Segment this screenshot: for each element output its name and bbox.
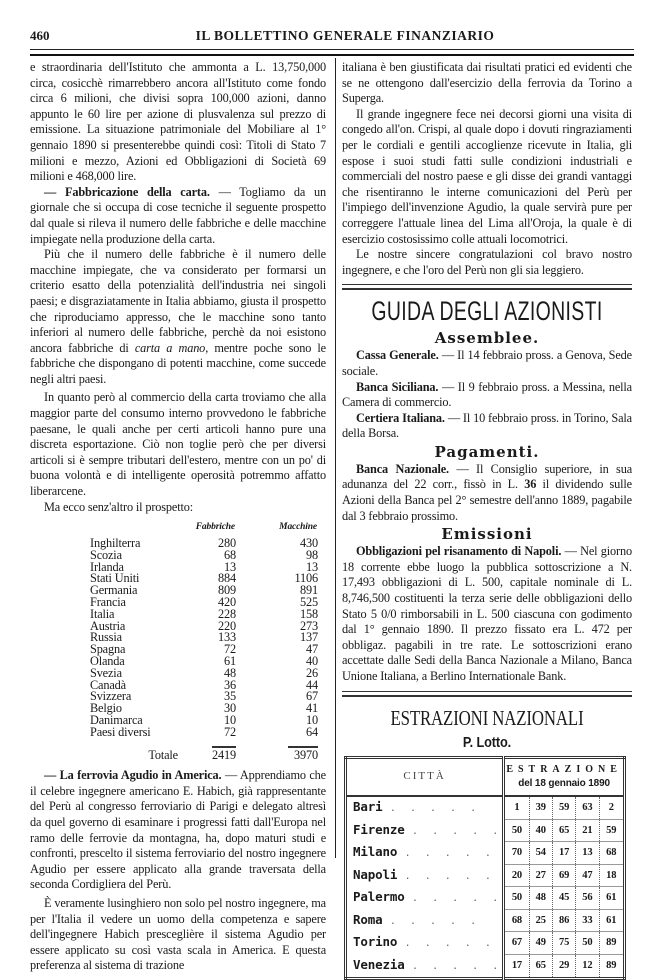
table-row xyxy=(90,691,318,703)
lotto-number: 17 xyxy=(504,954,529,978)
assemblea-item xyxy=(342,380,632,411)
lotto-row xyxy=(346,887,625,910)
lotto-number: 50 xyxy=(504,819,529,842)
fabbriche-cell: 36 xyxy=(224,677,236,692)
company-name: Banca Siciliana. xyxy=(356,379,439,394)
lotto-number: 29 xyxy=(552,954,575,978)
col-header-macchine: Macchine xyxy=(279,522,317,533)
lotto-number: 1 xyxy=(504,796,529,820)
lotto-number: 27 xyxy=(529,864,552,887)
lotto-number: 40 xyxy=(529,819,552,842)
fabbriche-cell: 809 xyxy=(218,583,236,598)
assemblea-item xyxy=(342,348,632,379)
lotto-number: 56 xyxy=(576,887,599,910)
city-cell xyxy=(346,819,504,842)
page-number: 460 xyxy=(30,28,50,43)
macchine-cell: 47 xyxy=(306,642,318,657)
lotto-subheading: P. Lotto. xyxy=(462,733,512,751)
lotto-number: 49 xyxy=(529,932,552,955)
leader-dots: . . . . . xyxy=(404,938,495,950)
macchine-cell: 137 xyxy=(300,630,318,645)
lotto-number: 13 xyxy=(576,842,599,865)
macchine-cell: 67 xyxy=(306,689,318,704)
lotto-number: 54 xyxy=(529,842,552,865)
city-cell xyxy=(346,864,504,887)
carta-paragraph-1 xyxy=(30,185,326,247)
mobiliare-paragraph: e straordinaria dell'Istituto che ammonta a L. 13,750,000 circa, cosicchè rimarrebbero ancora all'Istituto come fondo circa 6 milioni, che divisi sopra 100,000 azioni, danno appunto le 60 lire per azione di plusvalenza sul prezzo di emissione. La situazione patrimoniale del Mobiliare al 1° gennaio 1890 si presenterebbe quindi così: Titoli di Stato 7 milioni e mezzo, Azioni ed Obbligazioni di Società 69 milioni e 468,000 lire. xyxy=(30,60,326,184)
header-rule xyxy=(30,49,634,56)
lotto-number: 33 xyxy=(576,909,599,932)
lotto-row xyxy=(346,864,625,887)
table-row xyxy=(90,550,318,562)
lotto-row xyxy=(346,796,625,820)
leader-dots: . . . . . xyxy=(389,803,481,815)
total-fabbriche: 2419 xyxy=(212,748,236,763)
column-divider xyxy=(335,58,336,858)
lotto-number: 61 xyxy=(599,887,624,910)
lotto-number: 2 xyxy=(599,796,624,820)
agudio-paragraph-1 xyxy=(30,768,326,893)
macchine-cell: 40 xyxy=(306,653,318,668)
assemblee-heading: Assemblee. xyxy=(434,329,540,348)
emissioni-text: — Nel giorno 18 corrente ebbe luogo la pubblica sottoscrizione a N. 17,493 obbligazioni di L. 500, capitale nominale di L. 8,746,500 costituenti la terza serie delle obbligazioni dello Stato 5 0/0 rimborsabili in L. 500 ciascuna con godimento dal 1° gennaio 1890. Il prezzo fissato era L. 472 per obbligaz. pagabili in tre rate. Le sottoscrizioni erano accettate dalle Sedi della Banca Nazionale a Milano, Banca Unione Italiana, a Berlino Internationale Bank. xyxy=(342,544,632,683)
city-cell xyxy=(346,842,504,865)
fabbriche-cell: 61 xyxy=(224,653,236,668)
macchine-cell: 64 xyxy=(306,724,318,739)
fabbriche-cell: 280 xyxy=(218,536,236,551)
congratulations-paragraph: Le nostre sincere congratulazioni col bravo nostro ingegnere, e che l'oro del Perù non gli sia leggiero. xyxy=(342,247,632,277)
country-cell: Russia xyxy=(90,630,122,645)
pagamenti-text-a: — Il Consiglio superiore, in sua adunanza del 22 corr., fissò in L. xyxy=(342,461,632,492)
country-cell: Svizzera xyxy=(90,689,132,704)
carta-paragraph-2 xyxy=(30,247,326,387)
lotto-number: 70 xyxy=(504,842,529,865)
country-cell: Francia xyxy=(90,595,126,609)
city-header: CITTÀ xyxy=(346,757,504,796)
macchine-cell: 891 xyxy=(300,583,318,598)
table-row xyxy=(90,538,318,550)
country-cell: Danimarca xyxy=(90,712,143,727)
left-column xyxy=(30,60,326,974)
lotto-number: 21 xyxy=(576,819,599,842)
lotto-number: 86 xyxy=(552,909,575,932)
city-name: Bari xyxy=(353,799,383,815)
macchine-cell: 13 xyxy=(306,559,318,574)
country-cell: Scozia xyxy=(90,547,122,562)
lotto-number: 39 xyxy=(529,796,552,820)
fabbriche-cell: 10 xyxy=(224,712,236,727)
city-name: Firenze xyxy=(353,821,405,837)
estrazioni-heading: ESTRAZIONI NAZIONALI xyxy=(390,705,584,730)
fabbriche-cell: 13 xyxy=(224,559,236,574)
country-cell: Spagna xyxy=(90,642,126,657)
right-column xyxy=(342,60,632,980)
crispi-paragraph: Il grande ingegnere fece nei decorsi giorni una visita di congedo all'on. Crispi, al quale dopo i dovuti ringraziamenti per le cordiali e gentili accoglienze ricevute in Italia, gli espose i suoi studi fatti sulle condizioni industriali e commerciali del nostro paese e gli disse dei grandi vantaggi che risentiranno le interne comunicazioni del Perù per l'impiego dell'invenzione Agudio, la quale servirà pure per correggere l'attuale linea del Lima all'Oroja, la quale è di esercizio costosissimo colle attuali locomotrici. xyxy=(342,106,632,246)
assemblea-text: — Il 14 febbraio pross. a Genova, Sede sociale. xyxy=(342,348,632,378)
lotto-number: 25 xyxy=(529,909,552,932)
carta-text-b: , mentre poche sono le fabbriche che dispongano di potenti macchine, come succede negli altri paesi. xyxy=(30,340,326,386)
assemblea-item xyxy=(342,411,632,442)
section-rule-2 xyxy=(342,691,632,697)
country-cell: Svezia xyxy=(90,665,122,680)
assemblea-text: — Il 10 febbraio pross. in Torino, Sala della Borsa. xyxy=(342,410,632,441)
agudio-text: — Apprendiamo che il celebre ingegnere americano E. Habich, già rappresentante del Perù al congresso ferroviario di Parigi e delegato altresì da quel governo di esaminare i progressi fatti dall'Europa nel ramo delle ferrovie da montagna, ha, dopo maturi studi e confronti, prescelto il sistema ferroviario del nostro ingegnere Agudio per essere applicato alla grande traversata della seconda Cordigliera del Perù. xyxy=(30,768,326,892)
city-cell xyxy=(346,796,504,820)
fabbriche-cell: 228 xyxy=(218,606,236,621)
paper-factories-table xyxy=(90,521,318,762)
fabbriche-cell: 48 xyxy=(224,665,236,680)
lotto-row xyxy=(346,819,625,842)
assemblea-text: — Il 9 febbraio pross. a Messina, nella Camera di commercio. xyxy=(342,379,632,410)
emissioni-heading: Emissioni xyxy=(441,525,533,544)
macchine-cell: 44 xyxy=(306,677,318,692)
lotto-number: 20 xyxy=(504,864,529,887)
lotto-row xyxy=(346,932,625,955)
pagamenti-paragraph xyxy=(342,462,632,524)
city-name: Napoli xyxy=(353,866,398,882)
macchine-cell: 273 xyxy=(300,618,318,633)
emissioni-paragraph xyxy=(342,544,632,684)
lotto-number: 69 xyxy=(552,864,575,887)
pagamenti-text-b: il dividendo sulle Azioni della Banca pel 2° semestre dell'anno 1889, pagabile dal 3 febbraio prossimo. xyxy=(342,477,632,523)
city-cell xyxy=(346,954,504,978)
total-macchine: 3970 xyxy=(294,748,318,763)
leader-dots: . . . . . xyxy=(412,960,503,972)
macchine-cell: 158 xyxy=(300,606,318,621)
lotto-number: 47 xyxy=(576,864,599,887)
fabbriche-cell: 220 xyxy=(218,618,236,633)
pagamenti-name: Banca Nazionale. xyxy=(356,461,449,476)
country-cell: Germania xyxy=(90,583,138,598)
fabbriche-cell: 133 xyxy=(218,630,236,645)
country-cell: Irlanda xyxy=(90,559,124,574)
lotto-number: 18 xyxy=(599,864,624,887)
country-cell: Stati Uniti xyxy=(90,571,140,586)
city-cell xyxy=(346,887,504,910)
lotto-number: 65 xyxy=(552,819,575,842)
fabbriche-cell: 68 xyxy=(224,547,236,562)
lotto-number: 63 xyxy=(576,796,599,820)
carta-text: — Togliamo da un giornale che si occupa di cose tecniche il seguente prospetto dal quale si rileva il numero delle fabbriche e delle macchine impiegate nella produzione della carta. xyxy=(30,184,326,246)
lotto-number: 12 xyxy=(576,954,599,978)
draw-header xyxy=(504,757,625,796)
lotto-number: 65 xyxy=(529,954,552,978)
city-name: Venezia xyxy=(353,956,405,972)
carta-paragraph-3: In quanto però al commercio della carta troviamo che alla maggior parte del consumo interno provvedono le fabbriche paesane, le quali anche per certi articoli hanno pure una discreta esportazione. Ciò non toglie però che per diversi articoli si è sempre tributari dell'estero, mentre con un po' di buona volontà e di intelligente operosità potremmo affatto liberarcene. xyxy=(30,390,326,499)
lotto-number: 89 xyxy=(599,932,624,955)
country-cell: Inghilterra xyxy=(90,536,141,551)
emissioni-name: Obbligazioni pel risanamento di Napoli. xyxy=(356,544,562,559)
publication-title: IL BOLLETTINO GENERALE FINANZIARIO xyxy=(195,28,495,43)
lotto-table xyxy=(344,756,626,980)
lotto-number: 50 xyxy=(504,887,529,910)
carta-text-a: Più che il numero delle fabbriche è il numero delle macchine impiegate, che va considerato per formarsi un criterio esatto della potenzialità dell'industria nei singoli paesi; e disgraziatamente in Italia abbiamo, giusta il prospetto che riproduciamo appresso, che le macchine sono tanto inferiori al numero delle fabbriche, perchè da noi esistono ancora fabbriche di xyxy=(30,247,326,355)
macchine-cell: 525 xyxy=(300,595,318,609)
lotto-row xyxy=(346,842,625,865)
leader-dots: . . . . . xyxy=(404,848,495,860)
dividend-amount: 36 xyxy=(524,477,537,492)
agudio-continued: italiana è ben giustificata dai risultati pratici ed evidenti che se ne ottengono dall'esercizio della ferrovia da Torino a Superga. xyxy=(342,60,632,106)
macchine-cell: 41 xyxy=(306,701,318,716)
leader-dots: . . . . . xyxy=(412,893,503,905)
table-row xyxy=(90,727,318,739)
macchine-cell: 1106 xyxy=(294,571,318,586)
fabbriche-cell: 884 xyxy=(218,571,236,586)
country-cell: Italia xyxy=(90,606,115,621)
total-row xyxy=(90,750,318,762)
city-name: Palermo xyxy=(353,889,405,905)
country-cell: Olanda xyxy=(90,653,125,668)
lotto-row xyxy=(346,909,625,932)
country-cell: Belgio xyxy=(90,701,122,716)
macchine-cell: 98 xyxy=(306,547,318,562)
macchine-cell: 430 xyxy=(300,536,318,551)
agudio-paragraph-2: È veramente lusinghiero non solo pel nostro ingegnere, ma per l'Italia il vedere un uomo della competenza e sapere dell'ingegnere Habich presceglière il sistema Agudio per essere applicato su così vasta scala in America. E questa preferenza al sistema di trazione xyxy=(30,895,326,973)
lotto-number: 17 xyxy=(552,842,575,865)
company-name: Cassa Generale. xyxy=(356,348,439,363)
city-name: Roma xyxy=(353,911,383,927)
total-label: Totale xyxy=(148,748,178,763)
macchine-cell: 10 xyxy=(306,712,318,727)
draw-date: del 18 gennaio 1890 xyxy=(518,777,610,789)
city-name: Torino xyxy=(353,934,398,950)
draw-title: ESTRAZIONE xyxy=(506,763,622,775)
leader-dots: . . . . . xyxy=(404,870,495,882)
table-row xyxy=(90,656,318,668)
lotto-number: 61 xyxy=(599,909,624,932)
guida-heading: GUIDA DEGLI AZIONISTI xyxy=(371,296,603,327)
carta-paragraph-4: Ma ecco senz'altro il prospetto: xyxy=(44,499,194,514)
fabbriche-cell: 72 xyxy=(224,724,236,739)
country-cell: Austria xyxy=(90,618,126,633)
fabbriche-cell: 72 xyxy=(224,642,236,657)
lotto-number: 59 xyxy=(599,819,624,842)
carta-heading: — Fabbricazione della carta. xyxy=(44,184,210,199)
country-cell: Canadà xyxy=(90,677,126,692)
fabbriche-cell: 35 xyxy=(224,689,236,704)
lotto-number: 68 xyxy=(504,909,529,932)
lotto-number: 68 xyxy=(599,842,624,865)
col-header-fabbriche: Fabbriche xyxy=(195,522,235,533)
lotto-number: 67 xyxy=(504,932,529,955)
lotto-number: 45 xyxy=(552,887,575,910)
macchine-cell: 26 xyxy=(306,665,318,680)
lotto-number: 59 xyxy=(552,796,575,820)
pagamenti-heading: Pagamenti. xyxy=(434,442,540,461)
lotto-number: 75 xyxy=(552,932,575,955)
lotto-row xyxy=(346,954,625,978)
fabbriche-cell: 30 xyxy=(224,701,236,716)
leader-dots: . . . . . xyxy=(389,915,481,927)
lotto-number: 50 xyxy=(576,932,599,955)
section-rule xyxy=(342,284,632,290)
city-cell xyxy=(346,932,504,955)
assemblee-list xyxy=(342,348,632,442)
city-name: Milano xyxy=(353,844,398,860)
company-name: Certiera Italiana. xyxy=(356,410,445,425)
carta-italic: carta a mano xyxy=(134,340,206,355)
city-cell xyxy=(346,909,504,932)
country-cell: Paesi diversi xyxy=(90,724,151,739)
table-row xyxy=(90,621,318,633)
leader-dots: . . . . . xyxy=(412,825,503,837)
fabbriche-cell: 420 xyxy=(218,595,236,609)
table-row xyxy=(90,597,318,609)
lotto-number: 48 xyxy=(529,887,552,910)
agudio-heading: — La ferrovia Agudio in America. xyxy=(44,768,222,783)
lotto-number: 89 xyxy=(599,954,624,978)
